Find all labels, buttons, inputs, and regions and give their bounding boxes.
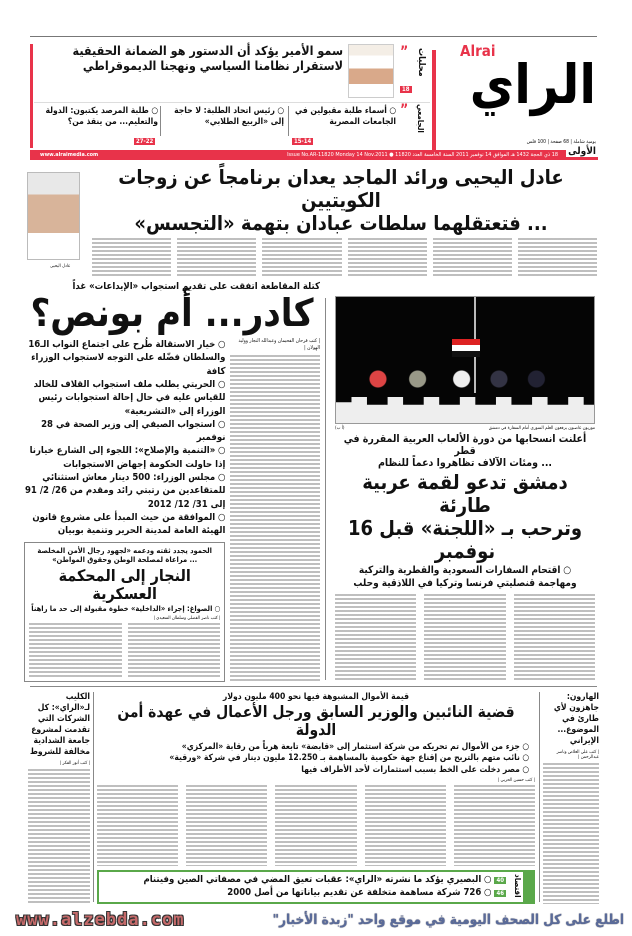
text-column: [128, 623, 221, 678]
kader-main: [24, 338, 225, 682]
emir-photo: [348, 44, 394, 98]
kader-body: [230, 355, 320, 682]
text-column: [348, 238, 427, 278]
bullet-item: ○ خيار الاستقالة طُرح على اجتماع النواب الـ16 والسلطان فضّله على التوجه لاستجواب الوزراء كافة: [24, 338, 225, 378]
flag-icon: [452, 339, 480, 357]
masthead: [30, 40, 598, 162]
bullet-item: ○ الموافقة من حيث المبدأ على مشروع قانون الهيئة العامة لمدينة الحرير وتنمية بوبيان: [24, 511, 225, 538]
najjar-headline[interactable]: النجار إلى المحكمة العسكرية: [58, 566, 191, 603]
byline: | كتب حسين الحربي |: [497, 778, 535, 784]
right-col-body: [543, 763, 599, 904]
teaser-item[interactable]: ○ طلبة المرصد يكتبون: الدولة والتعليم... من ينقذ من؟: [36, 106, 158, 128]
column-divider: [539, 692, 540, 902]
page-tag[interactable]: 27-22: [136, 138, 154, 145]
photo-credit: (أ ب): [335, 426, 345, 431]
bullet-line: ومهاجمة قنصليتي فرنسا وتركيا في اللاذقية وحلب: [353, 577, 577, 589]
divider: [288, 106, 289, 136]
page-tag: 46: [496, 890, 504, 898]
logo-ar: الراي: [469, 53, 596, 116]
right-col: [543, 692, 599, 904]
bullet-item: ○ جزء من الأموال تم تحريكه من شركة استثمار إلى «قابضة» تابعة هرباً من رقابة «المركزي»: [103, 742, 529, 753]
text-column: [433, 238, 512, 278]
kader-story: [24, 281, 320, 682]
center-story: [97, 692, 535, 904]
edition-label: الأولى: [568, 146, 596, 157]
text-column: [97, 785, 178, 866]
syria-kicker: [335, 433, 595, 469]
headline-line: لاستقرار نظامنا السياسي ونهجنا الديموقراطي: [82, 58, 343, 73]
najjar-body: [29, 623, 220, 678]
lead-headline[interactable]: [85, 166, 597, 235]
text-column: [454, 785, 535, 866]
banner-url[interactable]: www.alzebda.com: [16, 910, 185, 930]
kader-side-column: [230, 338, 320, 682]
kicker-line: ... مراعاة لمصلحة الوطن وحقوق المواطن»: [52, 555, 198, 565]
lead-body: [85, 238, 597, 278]
left-col: [28, 692, 90, 904]
bullet-item: ○ مجلس الوزراء: 500 دينار معاش استثنائي للمتقاعدين من رتبتي رائد ومقدم من 26/ 2/ 91 إلى 31/ 12/ 2012: [24, 471, 225, 511]
date-bar: [30, 150, 598, 160]
syria-photo: [335, 296, 595, 424]
website-link[interactable]: www.alraimedia.com: [40, 152, 99, 158]
byline: | كتب أنور الفكر |: [59, 761, 90, 767]
byline: | كتب ناصر الفضلي وسلطان السعيدي |: [153, 615, 221, 621]
divider: [160, 106, 161, 136]
syria-bullet: [335, 565, 595, 590]
text-column: [514, 594, 595, 682]
date-line: 18 ذي الحجة 1432 هـ الموافق 14 نوفمبر 2011 السنة الخامسة العدد 11820 ● Issue No.AR-11820 Monday 14 Nov.2011: [287, 152, 558, 158]
kader-body-row: [24, 338, 320, 682]
column-divider: [93, 692, 94, 902]
teaser-item[interactable]: ○ رئيس اتحاد الطلبة: لا حاجة إلى «الربيع الطلابي»: [164, 106, 284, 128]
kader-kicker: كتلة المقاطعة اتفقت على تقديم استجواب «الإيداعات» غداً: [72, 281, 320, 292]
center-kicker: قيمة الأموال المشبوهة فيها نحو 400 مليون دولار: [222, 692, 410, 702]
text-column: [365, 785, 446, 866]
divider: [34, 102, 430, 103]
promo-banner[interactable]: [0, 906, 632, 936]
economy-label: اقتصاد: [513, 874, 522, 898]
najjar-kicker: [29, 546, 220, 566]
text-column: [29, 623, 122, 678]
section-divider-left: [30, 44, 33, 148]
right-col-headline[interactable]: الهارون: جاهزون لأي طارئ في الموضوع... الإيراني: [553, 692, 599, 747]
text-column: [262, 238, 341, 278]
economy-box[interactable]: [97, 870, 535, 904]
item-text: ○ 726 شركة مساهمة متخلفة عن تقديم بياناتها من أصل 2000: [227, 887, 491, 898]
teaser-item[interactable]: ○ أسماء طلبة مقبولين في الجامعات المصرية: [292, 106, 396, 128]
label-university: الجامعي: [416, 104, 425, 133]
photo-caption: عادل اليحيى: [50, 264, 71, 269]
section-rule: [30, 686, 597, 687]
kader-headline[interactable]: كادر... أم بونص؟: [30, 291, 314, 336]
text-column: [92, 238, 171, 278]
kicker-line: ... ومئات الآلاف تظاهروا دعماً للنظام: [377, 457, 553, 470]
section-divider: [432, 50, 436, 150]
kader-bullets: [24, 338, 225, 537]
headline-line: سمو الأمير يؤكد أن الدستور هو الضمانة الحقيقية: [72, 43, 343, 58]
byline: | كتب فرحان الفحيمان وعبدالله النجار ووليد الهولان |: [238, 338, 320, 351]
bullet-item: ○ الحريتي يطلب ملف استجواب القلاف للخالد للقياس عليه في حال إحالة استجوابات رئيس الوزراء إلى «التشريعية»: [24, 378, 225, 418]
headline-line: دمشق تدعو لقمة عربية طارئة: [362, 470, 568, 518]
text-column: [177, 238, 256, 278]
bullet-item: ○ الصواغ: إجراء «الداخلية» خطوة مقبولة إلى حد ما راهناً: [29, 604, 220, 614]
page-tag: 40: [496, 877, 504, 885]
label-local: محليات: [416, 48, 426, 77]
logo: [456, 42, 596, 147]
bullet-item: ○ «التنمية والإصلاح»: اللجوء إلى الشارع خيارنا إذا حاولت الحكومة إجهاض الاستجوابات: [24, 444, 225, 471]
page-tag[interactable]: 18: [402, 86, 410, 93]
kicker-line: أعلنت انسحابها من دورة الألعاب العربية المقررة في قطر: [343, 433, 587, 458]
text-column: [275, 785, 356, 866]
najjar-box: [24, 542, 225, 682]
headline-line: وترحب بـ «اللجنة» قبل 16 نوفمبر: [347, 516, 583, 564]
economy-items: [99, 872, 512, 902]
bullet-line: ○ اقتحام السفارات السعودية والقطرية والتركية: [335, 565, 595, 578]
economy-item[interactable]: [105, 887, 506, 900]
headline-line: عادل اليحيى ورائد الماجد يعدان برنامجاً عن زوجات الكويتيين: [118, 165, 564, 212]
top-rule: [30, 36, 597, 37]
bullet-item: ○ استجواب الصيفي إلى وزير الصحة في 28 نوفمبر: [24, 418, 225, 445]
columnist-photo: [27, 172, 80, 260]
syria-story: [335, 296, 595, 682]
kicker-line: الحمود يجدد ثقته ودعمه «لجهود رجال الأمن المخلصة: [37, 545, 212, 555]
economy-bar: [523, 872, 533, 902]
bullet-item: ○ مصر دخلت على الخط بسبب استثمارات لأحد الأطراف فيها: [103, 765, 529, 776]
center-bullets: [97, 742, 535, 776]
logo-en: Alrai: [460, 42, 496, 60]
column-divider: [325, 298, 326, 680]
caption-row: [335, 426, 595, 431]
text-column: [335, 594, 416, 682]
left-col-headline[interactable]: الكليب لـ«الراي»: كل الشركات التي تقدمت لمشروع جامعة الشدادية مخالفة للشروط: [29, 692, 90, 758]
lead-story: [85, 166, 597, 278]
item-text: ○ البصيري يؤكد ما نشرته «الراي»: عقبات تعيق المضي في مصفاتي الصين وفيتنام: [143, 874, 491, 885]
emir-headline[interactable]: [38, 43, 343, 73]
syria-headline[interactable]: [335, 471, 595, 563]
price-line: يومية شاملة | 68 صفحة | 100 فلس: [526, 139, 596, 145]
syria-body: [335, 594, 595, 682]
center-body: [97, 785, 535, 866]
center-headline[interactable]: قضية النائبين والوزير السابق ورجل الأعمال في عهدة أمن الدولة: [117, 703, 515, 739]
text-column: [518, 238, 597, 278]
quote-icon: ”: [400, 44, 409, 60]
text-column: [424, 594, 505, 682]
page-tag[interactable]: 15-14: [294, 138, 312, 145]
quote-icon: ”: [400, 102, 409, 118]
banner-text: اطلع على كل الصحف اليومية في موقع واحد "زبدة الأخبار": [272, 912, 624, 928]
headline-line: ... فتعتقلهما سلطات عبادان بتهمة «التجسس»: [134, 211, 548, 235]
left-col-body: [28, 769, 90, 904]
byline: | كتب علي العلاص وناصر عبدالرحمن |: [556, 750, 599, 761]
text-column: [186, 785, 267, 866]
photo-caption: موريون غاضبون يرفعون العلم السوري أمام السفارة في دمشق: [488, 426, 595, 431]
bullet-item: ○ نائب متهم بالتربح من إقناع جهة حكومية بالمساهمة بـ 12.250 مليون دينار في شركة «ورقية»: [103, 753, 529, 764]
economy-item[interactable]: [105, 874, 506, 887]
